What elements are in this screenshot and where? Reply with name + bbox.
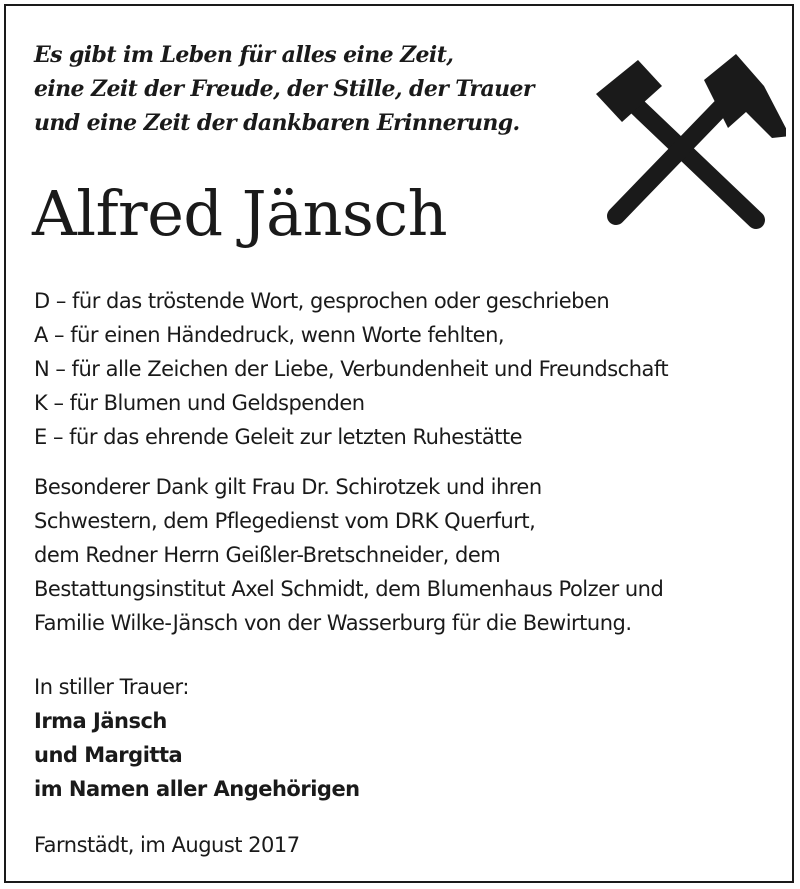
special-thanks-line: Bestattungsinstitut Axel Schmidt, dem Blumenhaus Polzer und xyxy=(34,577,664,601)
mourner-name: Irma Jänsch xyxy=(34,709,167,733)
mourner-name: im Namen aller Angehörigen xyxy=(34,777,360,801)
motto-line: und eine Zeit der dankbaren Erinnerung. xyxy=(34,110,520,136)
special-thanks-line: Besonderer Dank gilt Frau Dr. Schirotzek und ihren xyxy=(34,475,542,499)
mourner-name: und Margitta xyxy=(34,743,183,767)
motto-line: Es gibt im Leben für alles eine Zeit, xyxy=(34,42,454,68)
crossed-hammers-icon xyxy=(586,46,786,246)
thanks-acrostic xyxy=(34,284,784,454)
mourners-block xyxy=(34,670,634,806)
acrostic-line: E – für das ehrende Geleit zur letzten Ruhestätte xyxy=(34,425,523,449)
acrostic-line: D – für das tröstende Wort, gesprochen oder geschrieben xyxy=(34,289,610,313)
acrostic-line: A – für einen Händedruck, wenn Worte fehlten, xyxy=(34,323,505,347)
acrostic-line: N – für alle Zeichen der Liebe, Verbundenheit und Freundschaft xyxy=(34,357,669,381)
mourning-intro: In stiller Trauer: xyxy=(34,675,189,699)
special-thanks-line: Schwestern, dem Pflegedienst vom DRK Querfurt, xyxy=(34,509,536,533)
special-thanks-line: dem Redner Herrn Geißler-Bretschneider, dem xyxy=(34,543,501,567)
acrostic-line: K – für Blumen und Geldspenden xyxy=(34,391,365,415)
special-thanks xyxy=(34,470,784,640)
place-date: Farnstädt, im August 2017 xyxy=(34,833,300,857)
obituary-notice xyxy=(4,4,794,883)
special-thanks-line: Familie Wilke-Jänsch von der Wasserburg für die Bewirtung. xyxy=(34,611,632,635)
deceased-name: Alfred Jänsch xyxy=(32,177,447,250)
motto-line: eine Zeit der Freude, der Stille, der Trauer xyxy=(34,76,534,102)
motto xyxy=(34,38,594,140)
